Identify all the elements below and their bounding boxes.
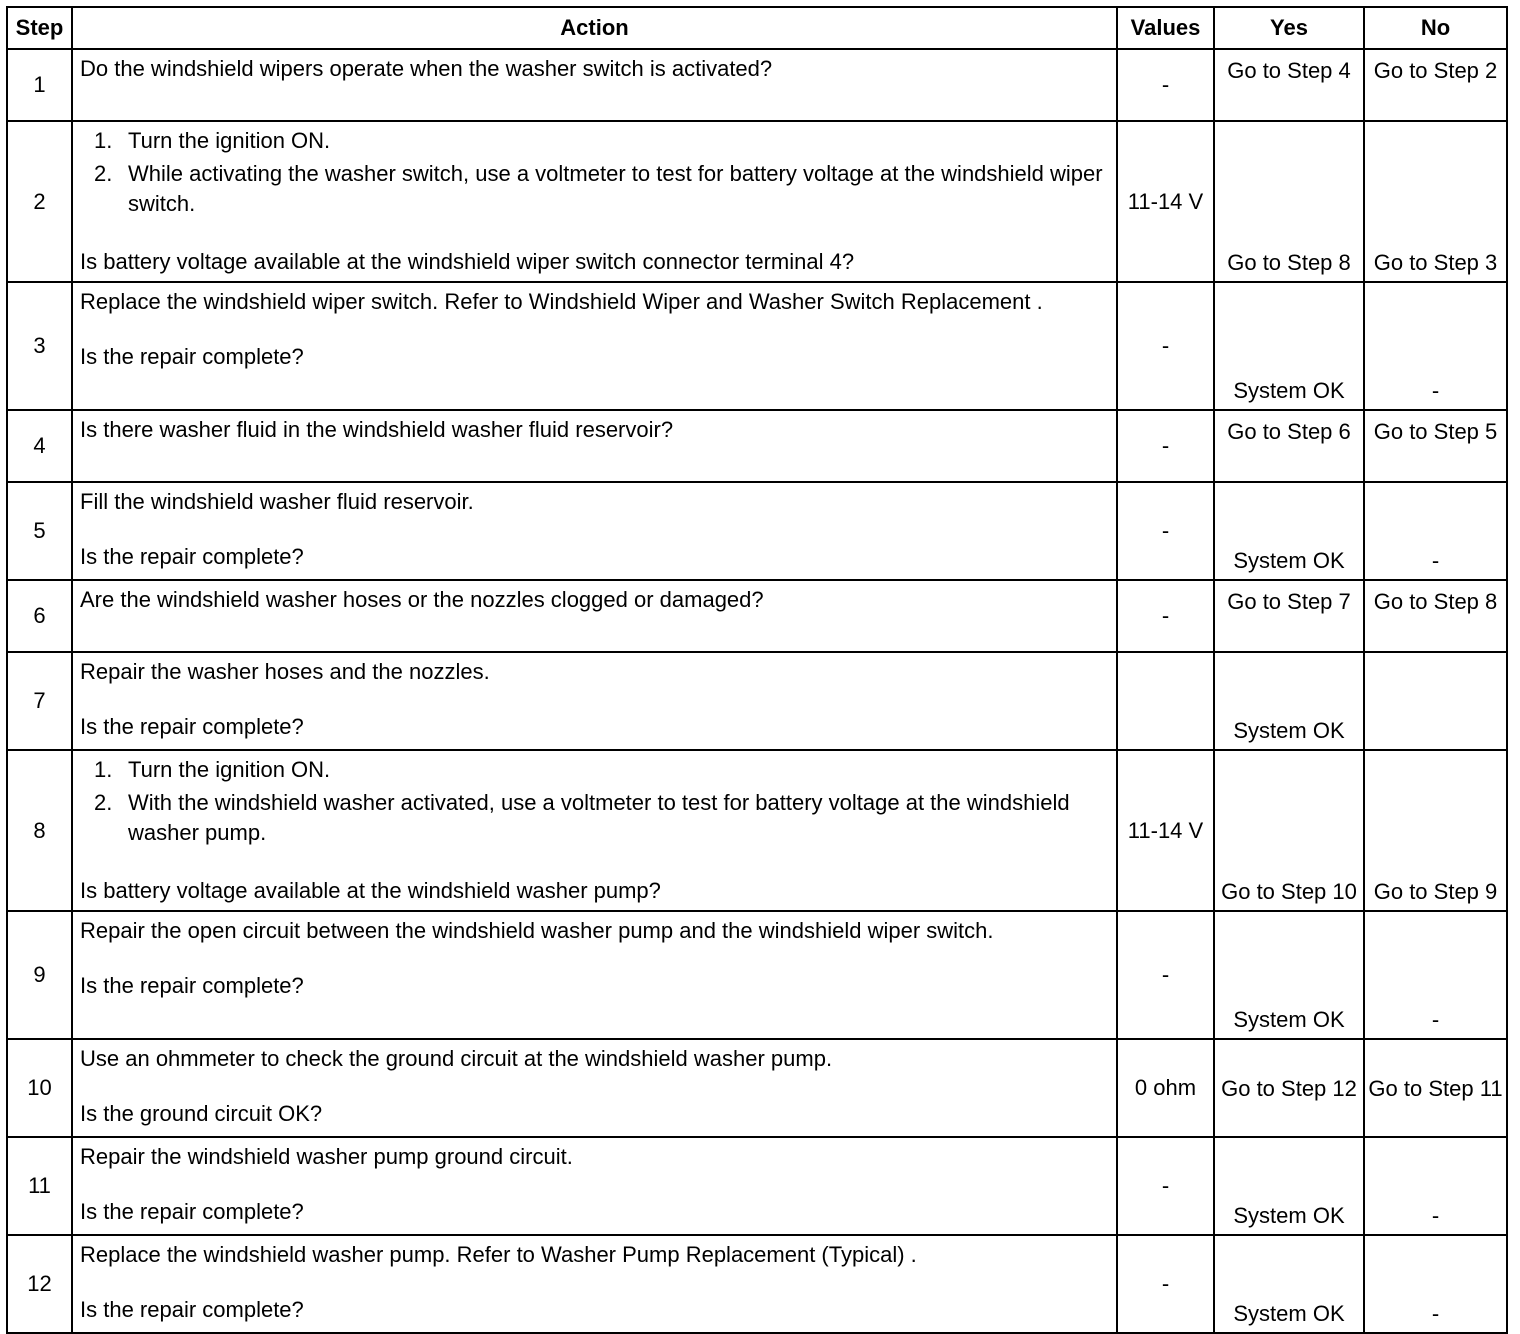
action-cell bbox=[72, 49, 1117, 121]
step-number: 10 bbox=[7, 1039, 72, 1137]
no-cell bbox=[1364, 652, 1507, 750]
no-cell: - bbox=[1364, 1235, 1507, 1333]
step-number: 5 bbox=[7, 482, 72, 580]
header-row bbox=[7, 7, 1507, 49]
action-text: Do the windshield wipers operate when the washer switch is activated? bbox=[80, 56, 773, 81]
yes-cell: Go to Step 4 bbox=[1214, 49, 1364, 121]
no-cell: Go to Step 5 bbox=[1364, 410, 1507, 482]
action-cell bbox=[72, 652, 1117, 750]
values-cell: - bbox=[1117, 282, 1214, 410]
action-steps-list bbox=[80, 755, 1110, 848]
header-yes: Yes bbox=[1214, 7, 1364, 49]
action-cell bbox=[72, 410, 1117, 482]
no-cell: Go to Step 11 bbox=[1364, 1039, 1507, 1137]
list-item: 1. Turn the ignition ON. bbox=[94, 128, 331, 153]
action-question: Is battery voltage available at the windshield washer pump? bbox=[80, 878, 661, 903]
action-question: Is the repair complete? bbox=[80, 973, 304, 998]
action-text: Replace the windshield washer pump. Refer to Washer Pump Replacement (Typical) . bbox=[80, 1242, 917, 1267]
table-row bbox=[7, 911, 1507, 1039]
action-cell bbox=[72, 911, 1117, 1039]
action-cell bbox=[72, 750, 1117, 911]
diagnostic-table bbox=[6, 6, 1508, 1334]
no-cell: Go to Step 2 bbox=[1364, 49, 1507, 121]
no-cell: - bbox=[1364, 482, 1507, 580]
no-cell: - bbox=[1364, 911, 1507, 1039]
values-cell: - bbox=[1117, 1235, 1214, 1333]
action-cell bbox=[72, 1039, 1117, 1137]
table-row bbox=[7, 121, 1507, 282]
list-item: 2. With the windshield washer activated, use a voltmeter to test for battery voltage at the windshield washer pump. bbox=[94, 790, 1070, 845]
table-row bbox=[7, 750, 1507, 911]
yes-cell: System OK bbox=[1214, 282, 1364, 410]
step-number: 6 bbox=[7, 580, 72, 652]
values-cell: - bbox=[1117, 911, 1214, 1039]
table-row bbox=[7, 580, 1507, 652]
action-cell bbox=[72, 121, 1117, 282]
action-cell bbox=[72, 580, 1117, 652]
table-row bbox=[7, 410, 1507, 482]
values-cell: 0 ohm bbox=[1117, 1039, 1214, 1137]
action-question: Is battery voltage available at the windshield wiper switch connector terminal 4? bbox=[80, 249, 855, 274]
yes-cell: Go to Step 7 bbox=[1214, 580, 1364, 652]
values-cell: - bbox=[1117, 482, 1214, 580]
table-row bbox=[7, 652, 1507, 750]
action-steps-list bbox=[80, 126, 1110, 219]
table-row bbox=[7, 1039, 1507, 1137]
list-item: 2. While activating the washer switch, use a voltmeter to test for battery voltage at the windshield wiper switch. bbox=[94, 161, 1103, 216]
no-cell: - bbox=[1364, 1137, 1507, 1235]
no-cell: Go to Step 3 bbox=[1364, 121, 1507, 282]
header-no: No bbox=[1364, 7, 1507, 49]
values-cell: - bbox=[1117, 580, 1214, 652]
values-cell bbox=[1117, 652, 1214, 750]
yes-cell: Go to Step 12 bbox=[1214, 1039, 1364, 1137]
table-row bbox=[7, 482, 1507, 580]
action-cell bbox=[72, 282, 1117, 410]
step-number: 4 bbox=[7, 410, 72, 482]
table-row bbox=[7, 282, 1507, 410]
header-action: Action bbox=[72, 7, 1117, 49]
header-values: Values bbox=[1117, 7, 1214, 49]
step-number: 8 bbox=[7, 750, 72, 911]
step-number: 2 bbox=[7, 121, 72, 282]
yes-cell: System OK bbox=[1214, 1235, 1364, 1333]
action-text: Fill the windshield washer fluid reservoir. bbox=[80, 489, 474, 514]
header-step: Step bbox=[7, 7, 72, 49]
yes-cell: Go to Step 8 bbox=[1214, 121, 1364, 282]
action-question: Is the repair complete? bbox=[80, 714, 304, 739]
table-row bbox=[7, 1137, 1507, 1235]
action-question: Is the repair complete? bbox=[80, 1199, 304, 1224]
values-cell: - bbox=[1117, 49, 1214, 121]
step-number: 11 bbox=[7, 1137, 72, 1235]
step-number: 1 bbox=[7, 49, 72, 121]
values-cell: 11-14 V bbox=[1117, 750, 1214, 911]
action-question: Is the repair complete? bbox=[80, 344, 304, 369]
action-question: Is the repair complete? bbox=[80, 544, 304, 569]
table-row bbox=[7, 1235, 1507, 1333]
action-text: Repair the washer hoses and the nozzles. bbox=[80, 659, 490, 684]
table-row bbox=[7, 49, 1507, 121]
no-cell: - bbox=[1364, 282, 1507, 410]
action-question: Is the repair complete? bbox=[80, 1297, 304, 1322]
yes-cell: Go to Step 10 bbox=[1214, 750, 1364, 911]
step-number: 3 bbox=[7, 282, 72, 410]
action-text: Are the windshield washer hoses or the nozzles clogged or damaged? bbox=[80, 587, 764, 612]
values-cell: - bbox=[1117, 410, 1214, 482]
action-cell bbox=[72, 482, 1117, 580]
values-cell: 11-14 V bbox=[1117, 121, 1214, 282]
no-cell: Go to Step 8 bbox=[1364, 580, 1507, 652]
action-text: Repair the open circuit between the windshield washer pump and the windshield wiper switch. bbox=[80, 918, 994, 943]
yes-cell: System OK bbox=[1214, 911, 1364, 1039]
yes-cell: Go to Step 6 bbox=[1214, 410, 1364, 482]
action-text: Is there washer fluid in the windshield washer fluid reservoir? bbox=[80, 417, 674, 442]
yes-cell: System OK bbox=[1214, 1137, 1364, 1235]
action-question: Is the ground circuit OK? bbox=[80, 1101, 323, 1126]
step-number: 12 bbox=[7, 1235, 72, 1333]
step-number: 9 bbox=[7, 911, 72, 1039]
action-cell bbox=[72, 1235, 1117, 1333]
action-text: Use an ohmmeter to check the ground circuit at the windshield washer pump. bbox=[80, 1046, 833, 1071]
action-text: Repair the windshield washer pump ground circuit. bbox=[80, 1144, 573, 1169]
list-item: 1. Turn the ignition ON. bbox=[94, 757, 331, 782]
step-number: 7 bbox=[7, 652, 72, 750]
yes-cell: System OK bbox=[1214, 652, 1364, 750]
action-text: Replace the windshield wiper switch. Refer to Windshield Wiper and Washer Switch Replacement . bbox=[80, 289, 1043, 314]
yes-cell: System OK bbox=[1214, 482, 1364, 580]
values-cell: - bbox=[1117, 1137, 1214, 1235]
no-cell: Go to Step 9 bbox=[1364, 750, 1507, 911]
action-cell bbox=[72, 1137, 1117, 1235]
